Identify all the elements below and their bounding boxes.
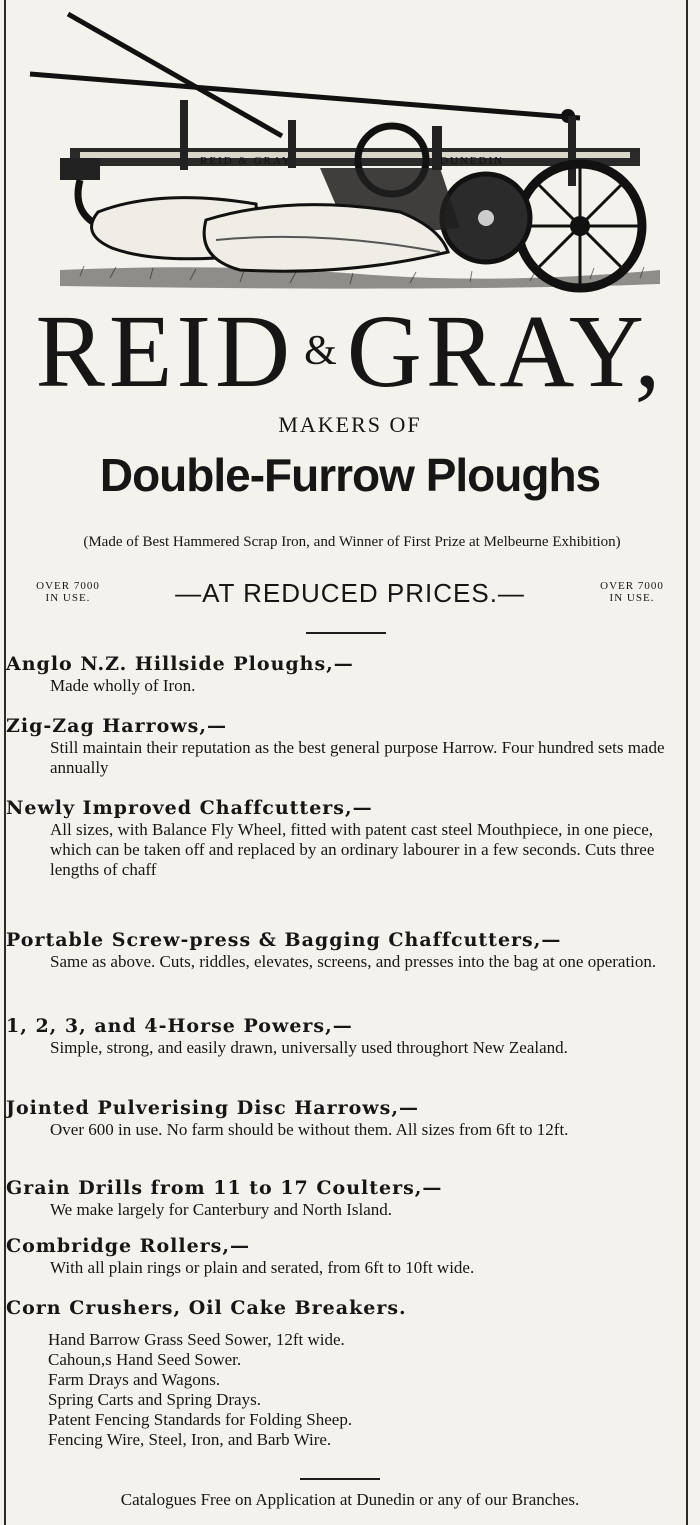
svg-text:DUNEDIN: DUNEDIN <box>440 155 505 167</box>
product-description: We make largely for Canterbury and North Island. <box>50 1200 392 1219</box>
product-heading: Newly Improved Chaffcutters,— <box>6 797 373 819</box>
product-description: Simple, strong, and easily drawn, universally used throughort New Zealand. <box>50 1038 568 1057</box>
list-item: Cahoun,s Hand Seed Sower. <box>48 1350 242 1369</box>
reduced-prices-banner <box>8 578 692 614</box>
product-heading: Zig-Zag Harrows,— <box>6 715 227 737</box>
usage-count-left-line2: IN USE. <box>45 592 91 604</box>
usage-count-left-line1: OVER 7000 <box>36 580 100 592</box>
list-item: Spring Carts and Spring Drays. <box>48 1390 261 1409</box>
usage-count-right-line2: IN USE. <box>609 592 655 604</box>
product-entry <box>6 714 686 778</box>
misc-items-list <box>48 1330 352 1450</box>
list-item: Patent Fencing Standards for Folding Sheep. <box>48 1410 353 1429</box>
usage-count-right <box>572 580 692 604</box>
usage-count-right-line1: OVER 7000 <box>600 580 664 592</box>
makers-of-line: MAKERS OF <box>278 412 422 437</box>
catalogue-footer: Catalogues Free on Application at Dunedin or any of our Branches. <box>120 1490 580 1509</box>
product-heading: Grain Drills from 11 to 17 Coulters,— <box>6 1177 443 1199</box>
company-title <box>0 294 700 409</box>
product-heading: Anglo N.Z. Hillside Ploughs,— <box>6 653 354 675</box>
divider-rule-top <box>306 632 386 634</box>
list-item: Farm Drays and Wagons. <box>48 1370 221 1389</box>
product-description: Over 600 in use. No farm should be without them. All sizes from 6ft to 12ft. <box>50 1120 569 1139</box>
product-description: With all plain rings or plain and serated, from 6ft to 10ft wide. <box>50 1258 475 1277</box>
right-column-rule <box>686 0 688 1525</box>
product-entry <box>6 796 686 880</box>
product-heading: 1, 2, 3, and 4-Horse Powers,— <box>6 1015 353 1037</box>
reduced-prices-text: —AT REDUCED PRICES.— <box>175 578 525 608</box>
product-entry <box>6 1014 686 1058</box>
product-entry <box>6 928 686 972</box>
product-description: Same as above. Cuts, riddles, elevates, screens, and presses into the bag at one operation. <box>50 952 657 971</box>
product-entry <box>6 1296 686 1320</box>
product-heading: Corn Crushers, Oil Cake Breakers. <box>6 1297 407 1319</box>
list-item: Hand Barrow Grass Seed Sower, 12ft wide. <box>48 1330 345 1349</box>
product-description: Still maintain their reputation as the best general purpose Harrow. Four hundred sets made annually <box>50 738 665 777</box>
svg-text:REID & GRAY: REID & GRAY <box>200 155 292 167</box>
product-entry <box>6 652 686 696</box>
double-furrow-plough-illustration-icon <box>20 8 680 300</box>
product-description: All sizes, with Balance Fly Wheel, fitted with patent cast steel Mouthpiece, in one piece, which can be taken off and replaced by an ordinary labourer in a few seconds. Cuts three lengths of chaff <box>50 820 655 879</box>
product-entry <box>6 1176 686 1220</box>
product-heading: Combridge Rollers,— <box>6 1235 250 1257</box>
company-name-reid: REID <box>35 294 295 409</box>
product-subtitle: Double-Furrow Ploughs <box>99 449 601 501</box>
product-entry <box>6 1234 686 1278</box>
list-item: Fencing Wire, Steel, Iron, and Barb Wire. <box>48 1430 332 1449</box>
product-entry <box>6 1096 686 1140</box>
company-name-gray: GRAY, <box>346 294 665 409</box>
product-description: Made wholly of Iron. <box>50 676 196 695</box>
product-heading: Jointed Pulverising Disc Harrows,— <box>6 1097 419 1119</box>
prize-note: (Made of Best Hammered Scrap Iron, and Winner of First Prize at Melbeurne Exhibition) <box>83 534 621 550</box>
product-heading: Portable Screw-press & Bagging Chaffcutters,— <box>6 929 562 951</box>
divider-rule-bottom <box>300 1478 380 1480</box>
company-ampersand: & <box>304 328 337 374</box>
